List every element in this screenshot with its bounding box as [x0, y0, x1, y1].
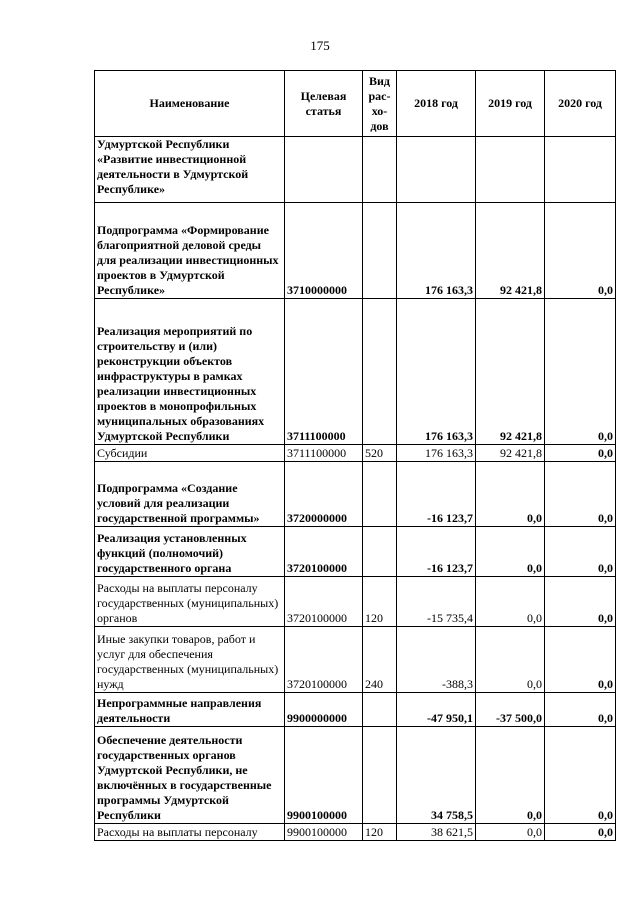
row-name: Непрограммные направления деятельности	[95, 693, 285, 727]
row-2018: 176 163,3	[397, 299, 476, 445]
row-name: Иные закупки товаров, работ и услуг для обеспечения государственных (муниципальных) нужд	[95, 627, 285, 693]
row-2018: 176 163,3	[397, 203, 476, 299]
budget-table	[94, 70, 616, 841]
row-name: Расходы на выплаты персоналу	[95, 824, 285, 841]
row-2018: 34 758,5	[397, 727, 476, 824]
row-2018: 176 163,3	[397, 445, 476, 462]
row-name: Подпрограмма «Формирование благоприятной деловой среды для реализации инвестиционных проектов в Удмуртской Республике»	[95, 203, 285, 299]
row-2020: 0,0	[545, 727, 616, 824]
row-2018: 38 621,5	[397, 824, 476, 841]
row-2019: 92 421,8	[476, 445, 545, 462]
table-row	[95, 299, 616, 445]
table-row	[95, 203, 616, 299]
row-vid: 520	[363, 445, 397, 462]
row-2018	[397, 137, 476, 203]
row-vid	[363, 727, 397, 824]
row-name: Подпрограмма «Создание условий для реализации государственной программы»	[95, 462, 285, 527]
row-2018: -16 123,7	[397, 527, 476, 577]
row-2020: 0,0	[545, 627, 616, 693]
table-row	[95, 462, 616, 527]
header-row	[95, 71, 616, 137]
row-2018: -15 735,4	[397, 577, 476, 627]
table-row	[95, 693, 616, 727]
table-row	[95, 577, 616, 627]
row-2018: -16 123,7	[397, 462, 476, 527]
row-vid	[363, 203, 397, 299]
row-code: 3720000000	[285, 462, 363, 527]
row-vid: 120	[363, 824, 397, 841]
row-code: 3720100000	[285, 577, 363, 627]
row-vid	[363, 462, 397, 527]
row-name: Обеспечение деятельности государственных органов Удмуртской Республики, не включённых в государственные программы Удмуртской Республики	[95, 727, 285, 824]
row-2019: 92 421,8	[476, 203, 545, 299]
row-2019: 0,0	[476, 824, 545, 841]
row-2019: 0,0	[476, 577, 545, 627]
table-row	[95, 527, 616, 577]
row-name: Реализация мероприятий по строительству и (или) реконструкции объектов инфраструктуры в рамках реализации инвестиционных проектов в монопрофильных муниципальных образованиях Удмуртской Республики	[95, 299, 285, 445]
row-name: Расходы на выплаты персоналу государственных (муниципальных) органов	[95, 577, 285, 627]
row-2020: 0,0	[545, 445, 616, 462]
table-row	[95, 727, 616, 824]
row-2019	[476, 137, 545, 203]
row-vid	[363, 527, 397, 577]
row-code: 3720100000	[285, 527, 363, 577]
row-2020	[545, 137, 616, 203]
row-2020: 0,0	[545, 299, 616, 445]
row-2019: 92 421,8	[476, 299, 545, 445]
row-name: Удмуртской Республики «Развитие инвестиционной деятельности в Удмуртской Республике»	[95, 137, 285, 203]
row-code	[285, 137, 363, 203]
row-2019: -37 500,0	[476, 693, 545, 727]
row-2019: 0,0	[476, 727, 545, 824]
header-name: Наименование	[95, 71, 285, 137]
row-name: Реализация установленных функций (полномочий) государственного органа	[95, 527, 285, 577]
row-2019: 0,0	[476, 462, 545, 527]
row-2020: 0,0	[545, 693, 616, 727]
row-vid	[363, 693, 397, 727]
row-2020: 0,0	[545, 577, 616, 627]
row-vid	[363, 137, 397, 203]
row-code: 9900100000	[285, 824, 363, 841]
header-vid: Вид рас- хо- дов	[363, 71, 397, 137]
row-vid	[363, 299, 397, 445]
header-2018: 2018 год	[397, 71, 476, 137]
row-2019: 0,0	[476, 527, 545, 577]
row-2020: 0,0	[545, 527, 616, 577]
row-code: 9900000000	[285, 693, 363, 727]
table-row	[95, 627, 616, 693]
row-code: 3711100000	[285, 299, 363, 445]
row-code: 3711100000	[285, 445, 363, 462]
row-2018: -47 950,1	[397, 693, 476, 727]
row-name: Субсидии	[95, 445, 285, 462]
row-code: 9900100000	[285, 727, 363, 824]
header-code: Целевая статья	[285, 71, 363, 137]
row-vid: 240	[363, 627, 397, 693]
header-2020: 2020 год	[545, 71, 616, 137]
table-row	[95, 824, 616, 841]
row-2020: 0,0	[545, 462, 616, 527]
table-row	[95, 137, 616, 203]
row-2018: -388,3	[397, 627, 476, 693]
header-2019: 2019 год	[476, 71, 545, 137]
row-code: 3720100000	[285, 627, 363, 693]
table-row	[95, 445, 616, 462]
row-vid: 120	[363, 577, 397, 627]
row-2019: 0,0	[476, 627, 545, 693]
row-code: 3710000000	[285, 203, 363, 299]
row-2020: 0,0	[545, 203, 616, 299]
page-number: 175	[310, 38, 330, 53]
row-2020: 0,0	[545, 824, 616, 841]
